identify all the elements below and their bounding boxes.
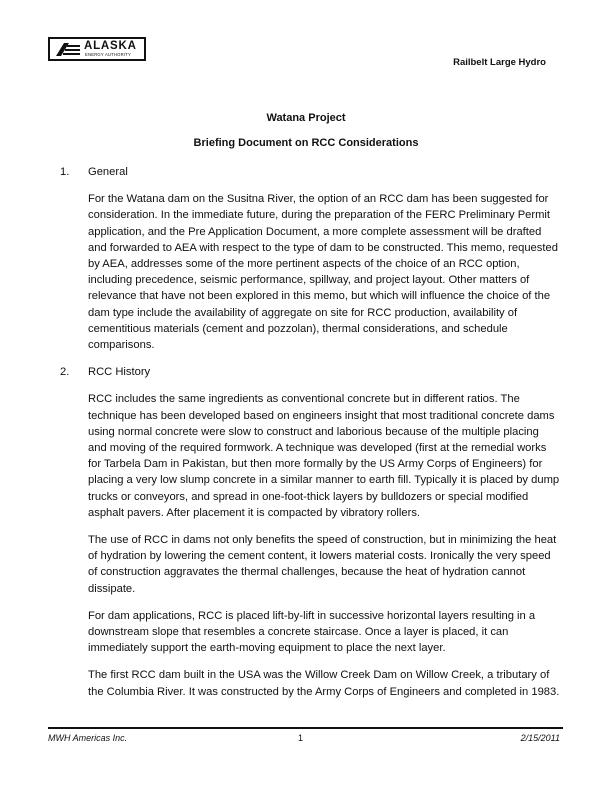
footer-divider	[48, 727, 563, 729]
logo-name: ALASKA	[84, 40, 137, 52]
document-subtitle: Briefing Document on RCC Considerations	[193, 137, 419, 149]
footer-date: 2/15/2011	[520, 733, 560, 743]
logo-emblem-icon	[54, 42, 82, 57]
alaska-energy-authority-logo	[48, 37, 146, 61]
logo-subtitle: ENERGY AUTHORITY	[85, 52, 131, 57]
section-number: 2.	[60, 366, 70, 379]
header-right-text: Railbelt Large Hydro	[453, 57, 546, 68]
section-title: General	[88, 166, 128, 178]
footer-company: MWH Americas Inc.	[48, 733, 128, 743]
page-number: 1	[298, 733, 304, 743]
document-title: Watana Project	[266, 112, 346, 124]
paragraph: The first RCC dam built in the USA was the Willow Creek Dam on Willow Creek, a tributary of the Columbia River. It was constructed by the Army Corps of Engineers and completed in 1983.	[88, 669, 560, 698]
section-heading-rcc-history	[60, 364, 560, 380]
section-title: RCC History	[88, 366, 151, 379]
document-body	[60, 164, 560, 711]
paragraph: RCC includes the same ingredients as conventional concrete but in different ratios. The technique has been developed based on engineers insight that most traditional concrete dams using normal concrete were slow to construct and laborious because of the multiple placing and moving of the required formwork. A technique was developed (first at the remedial works for Tarbela Dam in Pakistan, but then more formally by the US Army Corps of Engineers) for placing a very low slump concrete in a similar manner to earth fill. Typically it is placed by dump trucks or conveyors, and spread in one-foot-thick layers by bulldozers or special modified asphalt pavers. After placement it is compacted by vibratory rollers.	[88, 393, 560, 519]
paragraph: The use of RCC in dams not only benefits the speed of construction, but in minimizing the heat of hydration by lowering the cement content, it lowers material costs. Ironically the very speed of construction aggravates the thermal challenges, because the heat of hydration cannot dissipate.	[88, 534, 557, 595]
paragraph: For dam applications, RCC is placed lift-by-lift in successive horizontal layers resulting in a downstream slope that resembles a concrete staircase. Once a layer is placed, it can immediately support the earth-moving equipment to place the next layer.	[88, 609, 536, 655]
section-heading-general	[60, 164, 560, 180]
paragraph: For the Watana dam on the Susitna River, the option of an RCC dam has been suggested for consideration. In the immediate future, during the preparation of the FERC Preliminary Permit application, and the Pre Application Document, a more complete assessment will be drafted and forwarded to AEA with respect to the type of dam to be constructed. This memo, requested by AEA, addresses some of the more pertinent aspects of the choice of an RCC option, including precedence, seismic performance, spillway, and project layout. Other matters of relevance that have not been explored in this memo, but which will influence the choice of the dam type include the availability of aggregate on site for RCC production, availability of cementitious materials (cement and pozzolan), thermal considerations, and schedule comparisons.	[88, 193, 558, 352]
section-number: 1.	[60, 166, 70, 178]
